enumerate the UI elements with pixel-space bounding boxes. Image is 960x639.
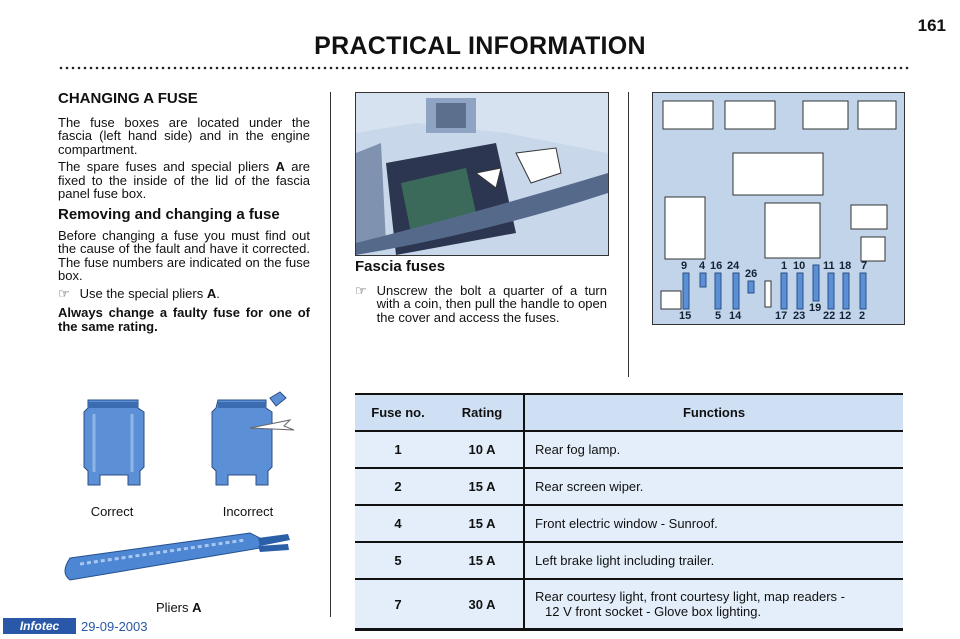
svg-text:11: 11: [823, 260, 835, 272]
svg-text:22: 22: [823, 310, 836, 322]
column-header-rating: Rating: [441, 394, 524, 431]
svg-text:1: 1: [781, 260, 788, 272]
correct-fuse-icon: [84, 400, 144, 485]
fuse-rating: 15 A: [441, 505, 524, 542]
table-header-row: [355, 394, 903, 431]
fascia-instructions: Unscrew the bolt a quarter of a turn with a coin, then pull the handle to open the cover and access the fuses.: [376, 282, 607, 325]
svg-text:5: 5: [715, 310, 722, 322]
fuse-number: 2: [355, 468, 441, 505]
warning-note: Always change a faulty fuse for one of the same rating.: [58, 305, 310, 334]
svg-text:10: 10: [793, 260, 806, 272]
column-divider-left: [330, 92, 331, 617]
fascia-fuses-heading: Fascia fuses: [355, 258, 446, 275]
section-heading: CHANGING A FUSE: [58, 90, 198, 107]
fuse-function: Rear fog lamp.: [524, 431, 903, 468]
spare-fuses-paragraph: The spare fuses and special pliers A are fixed to the inside of the lid of the fascia panel fuse box.: [58, 159, 311, 201]
svg-text:18: 18: [839, 260, 852, 272]
svg-text:9: 9: [681, 260, 688, 272]
svg-text:4: 4: [699, 260, 706, 272]
table-row: [355, 431, 903, 468]
fuse-rating: 10 A: [441, 431, 524, 468]
instructions-paragraph: Before changing a fuse you must find out the cause of the fault and have it corrected. The fuse numbers are indicated on the fuse box.: [58, 227, 310, 283]
fuse-function: Rear screen wiper.: [524, 468, 903, 505]
page-number: 161: [917, 16, 946, 35]
fuse-number: 4: [355, 505, 441, 542]
page-title: PRACTICAL INFORMATION: [314, 32, 646, 60]
pliers-icon: [65, 533, 290, 580]
pliers-caption: Pliers A: [156, 600, 202, 615]
fuse-table: [355, 393, 903, 631]
table-row: [355, 505, 903, 542]
svg-text:17: 17: [775, 310, 788, 322]
fuse-rating: 15 A: [441, 542, 524, 579]
svg-text:24: 24: [727, 260, 740, 272]
fuse-function: Left brake light including trailer.: [524, 542, 903, 579]
dotted-divider: [58, 66, 910, 70]
subheading: Removing and changing a fuse: [58, 205, 280, 223]
column-header-fuse-no: Fuse no.: [355, 394, 441, 431]
fuse-rating: 15 A: [441, 468, 524, 505]
svg-text:19: 19: [809, 302, 822, 314]
table-row: [355, 468, 903, 505]
middle-column: [355, 260, 607, 324]
pointing-hand-icon: ☞: [58, 285, 70, 301]
svg-text:15: 15: [679, 310, 692, 322]
fuse-illustrations: [60, 388, 320, 613]
svg-text:23: 23: [793, 310, 806, 322]
table-row: [355, 542, 903, 579]
fuse-rating: 30 A: [441, 579, 524, 630]
incorrect-label: Incorrect: [222, 504, 274, 519]
fascia-photo: [355, 92, 609, 256]
fuse-number: 7: [355, 579, 441, 630]
intro-paragraph: The fuse boxes are located under the fascia (left hand side) and in the engine compartment.: [58, 114, 310, 157]
fuse-number: 1: [355, 431, 441, 468]
incorrect-fuse-icon: [212, 392, 294, 485]
column-header-functions: Functions: [524, 394, 903, 431]
infotec-logo: Infotec: [3, 618, 76, 634]
pliers-bullet: ☞ Use the special pliers A.: [58, 285, 220, 301]
left-column: [58, 92, 310, 333]
table-row: [355, 579, 903, 630]
fuse-function: Rear courtesy light, front courtesy light, map readers - 12 V front socket - Glove box lighting.: [524, 579, 903, 630]
correct-label: Correct: [90, 504, 134, 519]
svg-text:2: 2: [859, 310, 866, 322]
svg-text:7: 7: [861, 260, 868, 272]
fuse-number: 5: [355, 542, 441, 579]
fuse-function: Front electric window - Sunroof.: [524, 505, 903, 542]
footer-date: 29-09-2003: [81, 619, 148, 634]
svg-text:16: 16: [710, 260, 723, 272]
svg-text:12: 12: [839, 310, 852, 322]
svg-text:14: 14: [729, 310, 742, 322]
fascia-bullet: [355, 284, 607, 325]
column-divider-right: [628, 92, 629, 377]
fuse-box-map: [652, 92, 905, 325]
svg-text:26: 26: [745, 268, 758, 280]
pointing-hand-icon: ☞: [355, 282, 367, 298]
